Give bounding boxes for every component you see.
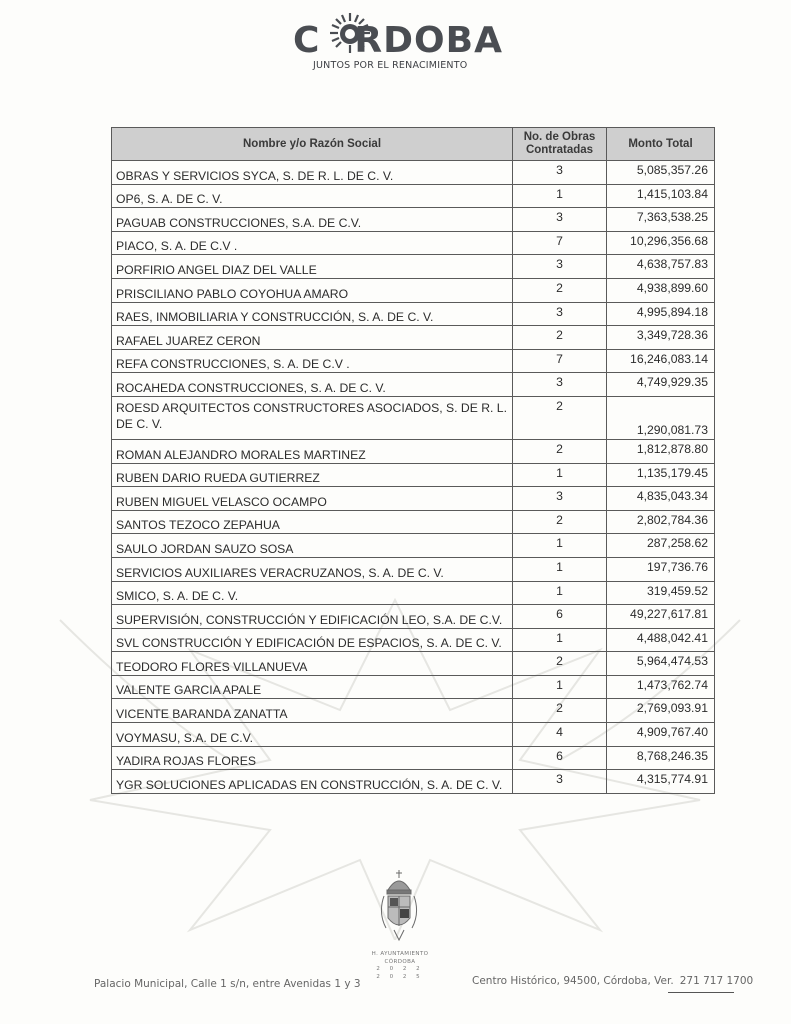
row-count: 3: [513, 208, 607, 232]
row-count: 6: [513, 746, 607, 770]
table-row: [112, 161, 715, 185]
table-row: [112, 231, 715, 255]
row-count: 1: [513, 581, 607, 605]
row-amount: 49,227,617.81: [607, 605, 715, 629]
row-name: RUBEN DARIO RUEDA GUTIERREZ: [112, 463, 513, 487]
row-name: SAULO JORDAN SAUZO SOSA: [112, 534, 513, 558]
row-count: 7: [513, 349, 607, 373]
row-name: VOYMASU, S.A. DE C.V.: [112, 723, 513, 747]
row-amount: 1,135,179.45: [607, 463, 715, 487]
row-amount: 16,246,083.14: [607, 349, 715, 373]
row-amount: 1,473,762.74: [607, 675, 715, 699]
table-row: [112, 439, 715, 463]
table-row: [112, 349, 715, 373]
row-amount: 4,995,894.18: [607, 302, 715, 326]
table-row: [112, 510, 715, 534]
row-amount: 4,938,899.60: [607, 278, 715, 302]
table-row: [112, 675, 715, 699]
table-row: [112, 699, 715, 723]
row-count: 3: [513, 255, 607, 279]
seal-line-2: CÓRDOBA: [384, 958, 416, 965]
row-amount: 1,415,103.84: [607, 184, 715, 208]
row-name: SUPERVISIÓN, CONSTRUCCIÓN Y EDIFICACIÓN LEO, S.A. DE C.V.: [112, 605, 513, 629]
row-name: ROCAHEDA CONSTRUCCIONES, S. A. DE C. V.: [112, 373, 513, 397]
row-amount: 197,736.76: [607, 557, 715, 581]
column-header-name: Nombre y/o Razón Social: [112, 128, 513, 161]
footer-divider: [668, 992, 734, 993]
footer-city: Centro Histórico, 94500, Córdoba, Ver.: [472, 975, 674, 987]
contracts-table: [111, 127, 715, 794]
table-row: [112, 534, 715, 558]
table-row: [112, 723, 715, 747]
row-amount: 2,802,784.36: [607, 510, 715, 534]
footer-address-right: [472, 975, 753, 987]
row-count: 2: [513, 326, 607, 350]
row-amount: 287,258.62: [607, 534, 715, 558]
table-row: [112, 605, 715, 629]
table-row: [112, 557, 715, 581]
table-row: [112, 302, 715, 326]
table-row: [112, 652, 715, 676]
row-amount: 4,638,757.83: [607, 255, 715, 279]
row-amount: 4,749,929.35: [607, 373, 715, 397]
row-amount: 319,459.52: [607, 581, 715, 605]
table-row: [112, 628, 715, 652]
row-count: 1: [513, 463, 607, 487]
row-count: 3: [513, 373, 607, 397]
row-count: 1: [513, 557, 607, 581]
row-name: ROMAN ALEJANDRO MORALES MARTINEZ: [112, 439, 513, 463]
row-name: TEODORO FLORES VILLANUEVA: [112, 652, 513, 676]
row-count: 2: [513, 652, 607, 676]
row-name: YGR SOLUCIONES APLICADAS EN CONSTRUCCIÓN, S. A. DE C. V.: [112, 770, 513, 794]
row-amount: 10,296,356.68: [607, 231, 715, 255]
row-name: SMICO, S. A. DE C. V.: [112, 581, 513, 605]
row-amount: 5,964,474.53: [607, 652, 715, 676]
seal-line-1: H. AYUNTAMIENTO: [371, 951, 429, 957]
table-row: [112, 208, 715, 232]
row-count: 3: [513, 302, 607, 326]
row-name: PORFIRIO ANGEL DIAZ DEL VALLE: [112, 255, 513, 279]
row-name: OBRAS Y SERVICIOS SYCA, S. DE R. L. DE C. V.: [112, 161, 513, 185]
row-name: YADIRA ROJAS FLORES: [112, 746, 513, 770]
row-count: 2: [513, 278, 607, 302]
table-header-row: [112, 128, 715, 161]
row-count: 1: [513, 184, 607, 208]
row-amount: 4,909,767.40: [607, 723, 715, 747]
table-row: [112, 278, 715, 302]
row-count: 3: [513, 161, 607, 185]
table-row: [112, 746, 715, 770]
cordoba-logo: [285, 8, 515, 70]
row-count: 2: [513, 439, 607, 463]
row-name: OP6, S. A. DE C. V.: [112, 184, 513, 208]
row-amount: 4,315,774.91: [607, 770, 715, 794]
logo-wordmark: C RDOBA: [293, 20, 503, 61]
row-count: 6: [513, 605, 607, 629]
seal-line-4: 2 0 2 5: [376, 973, 424, 980]
row-amount: 7,363,538.25: [607, 208, 715, 232]
row-amount: 3,349,728.36: [607, 326, 715, 350]
row-name: VICENTE BARANDA ZANATTA: [112, 699, 513, 723]
row-name: RAFAEL JUAREZ CERON: [112, 326, 513, 350]
row-name: SERVICIOS AUXILIARES VERACRUZANOS, S. A. DE C. V.: [112, 557, 513, 581]
table-row: [112, 326, 715, 350]
table-row: [112, 255, 715, 279]
table-row: [112, 581, 715, 605]
row-count: 3: [513, 770, 607, 794]
row-count: 7: [513, 231, 607, 255]
row-name: PIACO, S. A. DE C.V .: [112, 231, 513, 255]
row-count: 1: [513, 675, 607, 699]
row-amount: 8,768,246.35: [607, 746, 715, 770]
row-amount: 4,488,042.41: [607, 628, 715, 652]
footer-address-left: Palacio Municipal, Calle 1 s/n, entre Avenidas 1 y 3: [94, 978, 361, 990]
column-header-count: No. de Obras Contratadas: [513, 128, 607, 161]
row-amount: 4,835,043.34: [607, 487, 715, 511]
row-name: PRISCILIANO PABLO COYOHUA AMARO: [112, 278, 513, 302]
row-name: REFA CONSTRUCCIONES, S. A. DE C.V .: [112, 349, 513, 373]
row-count: 3: [513, 487, 607, 511]
footer-phone: 271 717 1700: [679, 975, 754, 987]
seal-caption: [350, 951, 450, 981]
row-count: 1: [513, 534, 607, 558]
row-name: RUBEN MIGUEL VELASCO OCAMPO: [112, 487, 513, 511]
row-name: VALENTE GARCIA APALE: [112, 675, 513, 699]
row-count: 2: [513, 510, 607, 534]
row-count: 2: [513, 699, 607, 723]
row-count: 4: [513, 723, 607, 747]
table-row: [112, 463, 715, 487]
row-amount: 1,812,878.80: [607, 439, 715, 463]
row-name: ROESD ARQUITECTOS CONSTRUCTORES ASOCIADOS, S. DE R. L. DE C. V.: [112, 396, 513, 439]
table-row: [112, 396, 715, 439]
row-count: 2: [513, 396, 607, 439]
seal-line-3: 2 0 2 2: [376, 966, 424, 972]
row-name: PAGUAB CONSTRUCCIONES, S.A. DE C.V.: [112, 208, 513, 232]
row-name: RAES, INMOBILIARIA Y CONSTRUCCIÓN, S. A. DE C. V.: [112, 302, 513, 326]
table-row: [112, 487, 715, 511]
column-header-amount: Monto Total: [607, 128, 715, 161]
row-name: SANTOS TEZOCO ZEPAHUA: [112, 510, 513, 534]
row-amount: 5,085,357.26: [607, 161, 715, 185]
logo-tagline: JUNTOS POR EL RENACIMIENTO: [313, 60, 468, 71]
table-row: [112, 184, 715, 208]
table-row: [112, 373, 715, 397]
row-count: 1: [513, 628, 607, 652]
row-amount: 2,769,093.91: [607, 699, 715, 723]
row-amount: 1,290,081.73: [607, 396, 715, 439]
coat-of-arms-icon: [376, 868, 422, 948]
table-row: [112, 770, 715, 794]
row-name: SVL CONSTRUCCIÓN Y EDIFICACIÓN DE ESPACIOS, S. A. DE C. V.: [112, 628, 513, 652]
